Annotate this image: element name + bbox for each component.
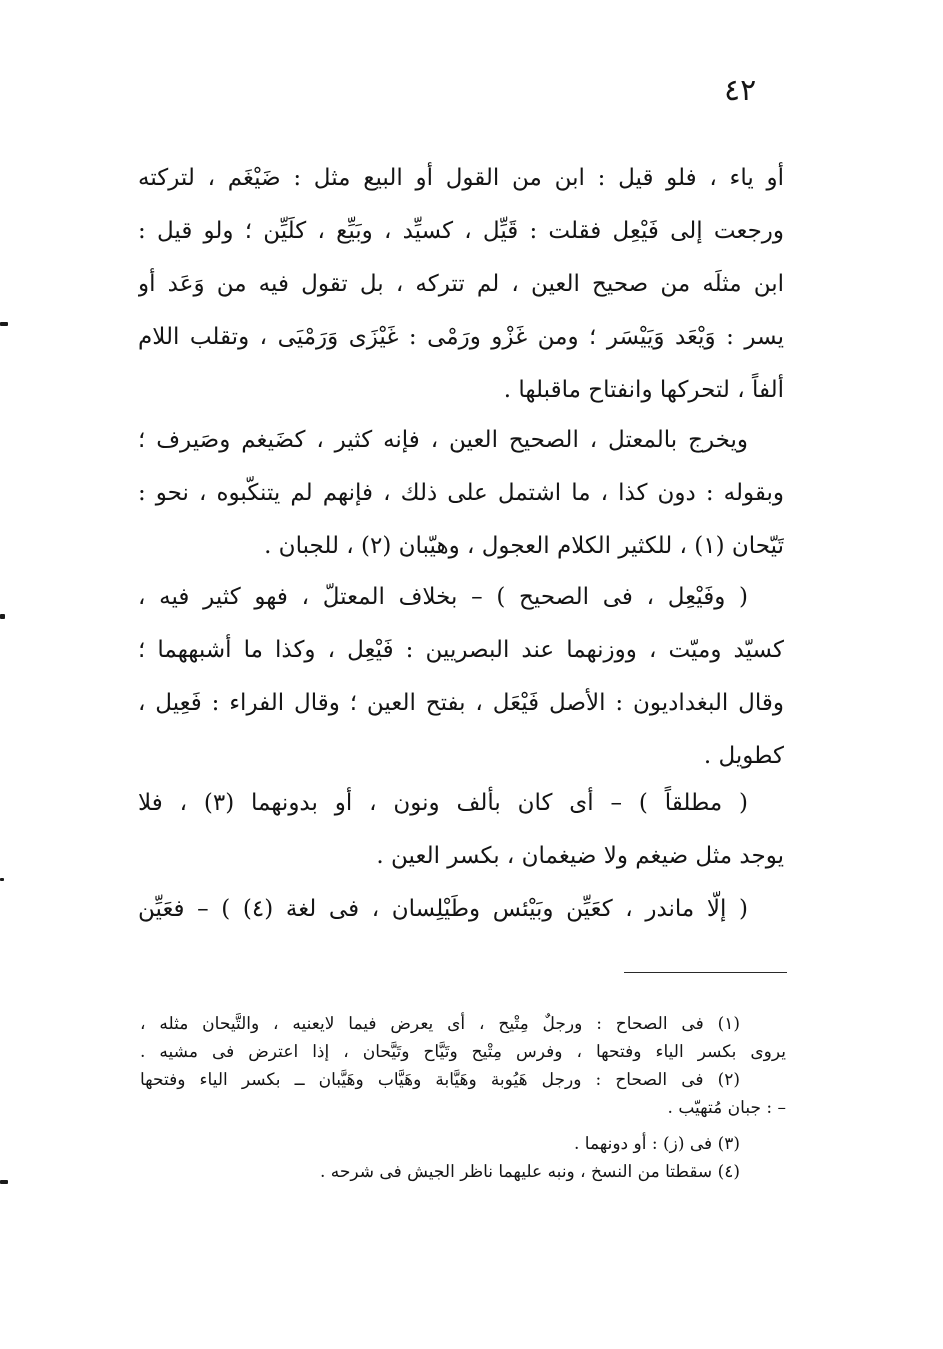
scan-edge-mark — [0, 878, 4, 881]
text-line: ألفاً ، لتحركها وانفتاح ماقبلها . — [503, 377, 784, 403]
text-line: ( وفَيْعِل ، فى الصحيح ) – بخلاف المعتلّ ، فهو كثير فيه ، — [138, 584, 748, 610]
text-line: ( إلّا ماندر ، كعَيِّن وبَيْئس وطَيْلِسان ، فى لغة (٤) ) – فعَيِّن — [138, 896, 748, 922]
text-line: ( مطلقاً ) – أى كان بألف ونون ، أو بدونهما (٣) ، فلا — [138, 790, 748, 816]
text-line: أو ياء ، فلو قيل : ابن من القول أو البيع مثل : ضَيْغَم ، لتركته — [138, 165, 784, 191]
text-line: ويخرج بالمعتل ، الصحيح العين ، فإنه كثير ، كضَيغم وصَيرف ؛ — [138, 427, 748, 453]
footnotes — [140, 1010, 786, 1186]
paragraph-2 — [138, 414, 784, 573]
text-line: وقال البغداديون : الأصل فَيْعَل ، بفتح العين ؛ وقال الفراء : فَعِيل ، — [138, 690, 784, 716]
text-line: ورجعت إلى فَيْعِل فقلت : قَيِّل ، كسيِّد ، وبَيِّع ، كلَيِّن ؛ ولو قيل : — [138, 218, 784, 244]
text-line: يسر : وَيْعَد وَيَيْسَر ؛ ومن غَزْو ورَمْى : غَيْزَى وَرَمْيَى ، وتقلب اللام — [138, 324, 784, 350]
footnote-2-line: (٢) فى الصحاح : ورجل هَيُوبة وهَيَّابة وهَيَّاب وهَيَّبان ــ بكسر الياء وفتحها — [140, 1070, 740, 1090]
text-line: يوجد مثل ضيغم ولا ضيغمان ، بكسر العين . — [376, 843, 784, 869]
footnote-separator — [624, 972, 787, 973]
footnote-1-line: يروى بكسر الياء وفتحها ، وفرس مِتْيح وتَيَّاح وتَيَّحان ، إذا اعترض فى مشيه . — [140, 1042, 786, 1062]
text-line: تَيّحان (١) ، للكثير الكلام العجول ، وهيّبان (٢) ، للجبان . — [264, 533, 784, 559]
text-line: ابن مثلَه من صحيح العين ، لم تتركه ، بل تقول فيه من وَعَد أو — [138, 271, 784, 297]
scan-edge-mark — [0, 614, 5, 619]
footnote-2-line: – : جبان مُتهيّب . — [667, 1098, 786, 1118]
paragraph-4 — [138, 777, 784, 883]
scan-edge-mark — [0, 322, 8, 326]
footnote-4-line: (٤) سقطتا من النسخ ، ونبه عليهما ناظر الجيش فى شرحه . — [319, 1162, 740, 1182]
footnote-1-line: (١) فى الصحاح : ورجلٌ مِتْيح ، أى يعرض فيما لايعنيه ، والتَّيحان مثله ، — [140, 1014, 740, 1034]
footnote-3-line: (٣) فى (ز) : أو دونهما . — [573, 1134, 740, 1154]
paragraph-5 — [138, 883, 784, 936]
text-line: وبقوله : دون كذا ، ما اشتمل على ذلك ، فإنهم لم يتنكّبوه ، نحو : — [138, 480, 784, 506]
paragraph-1 — [138, 152, 784, 417]
paragraph-3 — [138, 571, 784, 783]
page-number: ٤٢ — [724, 73, 757, 108]
scan-edge-mark — [0, 1180, 8, 1184]
text-line: كسيّد وميّت ، ووزنهما عند البصريين : فَيْعِل ، وكذا ما أشبههما ؛ — [138, 637, 784, 663]
text-line: كطويل . — [703, 743, 784, 769]
